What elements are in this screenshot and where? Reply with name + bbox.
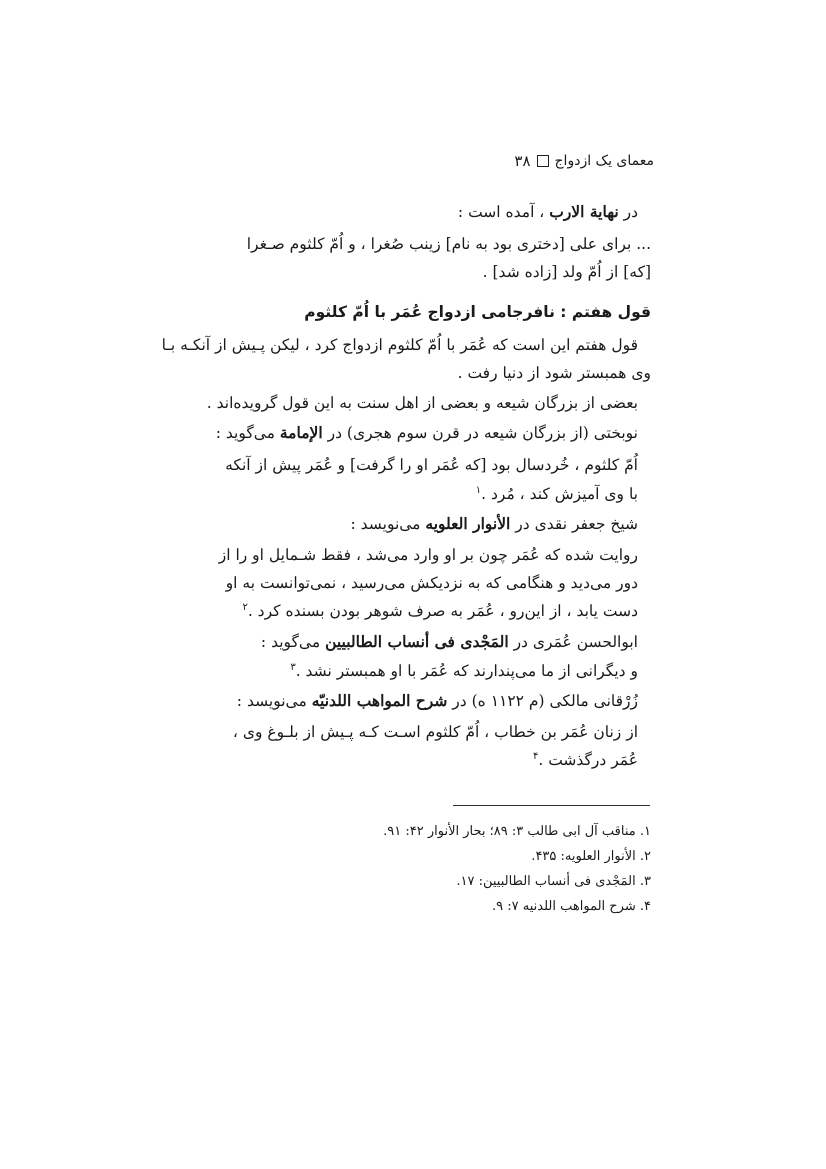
- paragraph-line: وی همبستر شود از دنیا رفت .: [457, 364, 651, 382]
- paragraph-line: قول هفتم این است که عُمَر با اُمّ کلثوم ازدواج کرد ، لیکن پـیش از آنکـه بـا: [161, 336, 638, 354]
- quote-line: با وی آمیزش کند ، مُرد .$^۱$: [475, 484, 638, 503]
- paragraph-line: نوبختی (از بزرگان شیعه در قرن سوم هجری) در الإمامة می‌گوید :: [215, 423, 638, 442]
- source-title: نهاية الارب: [549, 202, 619, 221]
- footnote-ref: ۱: [475, 484, 482, 496]
- running-title: معمای یک ازدواج: [554, 153, 654, 169]
- quote-line: عُمَر درگذشت .$^۴$: [532, 750, 638, 769]
- header-square-ornament: [537, 155, 549, 167]
- footnote-ref: ۳: [290, 661, 296, 673]
- quote-line: اُمّ کلثوم ، خُردسال بود [که عُمَر او را گرفت] و عُمَر پیش از آنکه: [225, 456, 638, 474]
- quote-line: دست یابد ، از این‌رو ، عُمَر به صرف شوهر بودن بسنده کرد .$^۲$: [242, 601, 638, 620]
- source-title: الإمامة: [279, 423, 323, 442]
- running-header: [514, 151, 654, 171]
- footnote: ۱. مناقب آل ابی طالب ۳: ۸۹؛ بحار الأنوار ۴۲: ۹۱.: [383, 824, 651, 839]
- paragraph-line: زُرْقانی مالکی (م ۱۱۲۲ ه) در شرح المواهب اللدنيّه می‌نویسد :: [236, 691, 638, 710]
- footnote: ۲. الأنوار العلويه: ۴۳۵.: [531, 849, 651, 864]
- footnote-ref: ۲: [242, 601, 248, 613]
- paragraph-line: شیخ جعفر نقدی در الأنوار العلويه می‌نویسد :: [350, 514, 638, 533]
- footnote-rule: [453, 805, 650, 806]
- paragraph-line: بعضی از بزرگان شیعه و بعضی از اهل سنت به این قول گرویده‌اند .: [206, 394, 638, 412]
- quote-line: دور می‌دید و هنگامی که به نزدیکش می‌رسید ، نمی‌توانست به او: [225, 574, 638, 592]
- source-title: الأنوار العلويه: [425, 514, 511, 533]
- source-title: المَجْدی فی أنساب الطالبيين: [325, 632, 509, 651]
- source-title: شرح المواهب اللدنيّه: [311, 691, 448, 710]
- footnote-ref: ۴: [532, 750, 539, 762]
- quote-line: روایت شده که عُمَر چون بر او وارد می‌شد ، فقط شـمایل او را از: [218, 546, 638, 564]
- section-heading: قول هفتم : نافرجامی ازدواج عُمَر با اُمّ کلثوم: [304, 303, 651, 321]
- intro-quote-line: ... برای علی [دختری بود به نام] زینب صُغرا ، و اُمّ کلثوم صـغرا: [246, 235, 651, 253]
- intro-quote-line: [که] از اُمّ ولد [زاده شد] .: [482, 263, 651, 281]
- page-number: ۳۸: [514, 152, 531, 170]
- footnote: ۳. المَجْدی فی أنساب الطالبيين: ۱۷.: [456, 874, 651, 889]
- quote-line: و دیگرانی از ما می‌پندارند که عُمَر با او همبستر نشد .$^۳$: [290, 661, 638, 680]
- quote-line: از زنان عُمَر بن خطاب ، اُمّ کلثوم اسـت کـه پـیش از بلـوغ وی ،: [232, 723, 638, 741]
- intro-line: در نهاية الارب ، آمده است :: [457, 202, 638, 221]
- paragraph-line: ابوالحسن عُمَری در المَجْدی فی أنساب الطالبيين می‌گوید :: [260, 632, 638, 651]
- footnote: ۴. شرح المواهب اللدنيه ۷: ۹.: [492, 899, 651, 914]
